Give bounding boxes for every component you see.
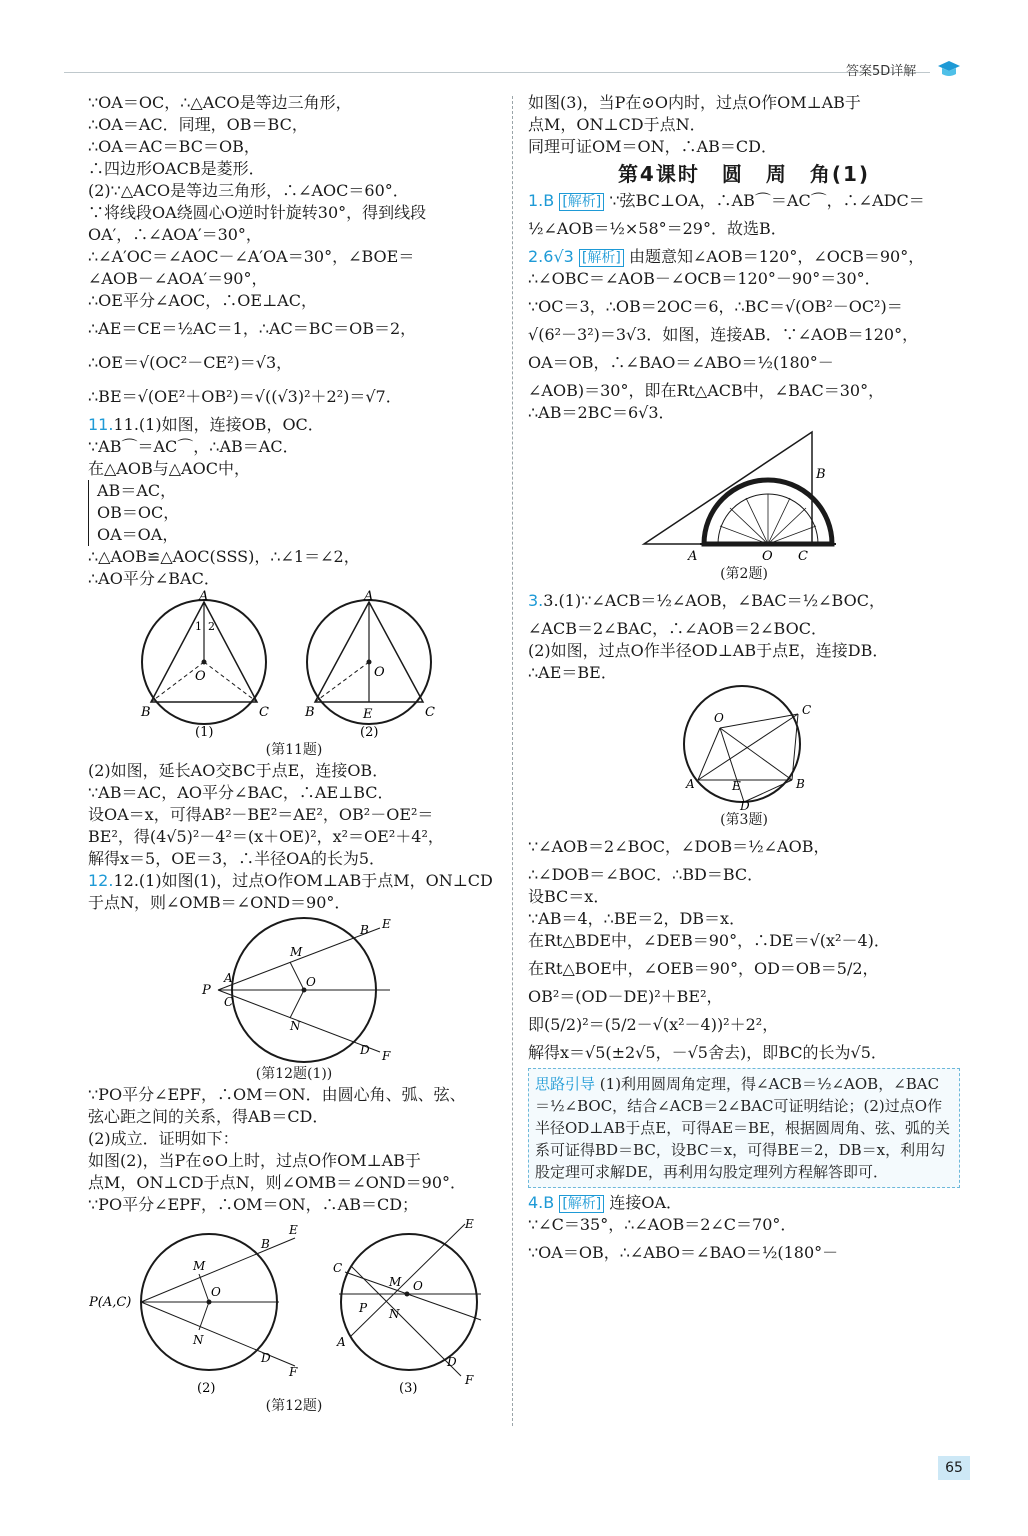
text-line: ∴BE＝√(OE²＋OB²)＝√((√3)²＋2²)＝√7． — [88, 387, 402, 406]
svg-text:P: P — [359, 1301, 368, 1315]
svg-text:D: D — [447, 1355, 457, 1369]
svg-text:O: O — [195, 669, 206, 684]
svg-text:D: D — [261, 1351, 271, 1365]
text-line: OA′，∴∠AOA′＝30°， — [88, 225, 262, 244]
text-line: OA＝OB，∴∠BAO＝∠ABO＝½(180°－ — [528, 353, 834, 372]
text-line: ∴∠A′OC＝∠AOC－∠A′OA＝30°，∠BOE＝ — [88, 247, 415, 266]
svg-text:N: N — [389, 1307, 400, 1321]
text-line: 设OA＝x，可得AB²－BE²＝AE²，OB²－OE²＝ — [88, 805, 434, 824]
text-line: ∵AB⌒＝AC⌒，∴AB＝AC． — [88, 437, 299, 456]
svg-text:O: O — [762, 549, 773, 564]
lesson-title: 第4课时 圆 周 角(1) — [617, 162, 871, 186]
figure-caption: (第11题) — [265, 742, 323, 758]
text-line: 12.(1)如图(1)，过点O作OM⊥AB于点M，ON⊥CD — [113, 871, 493, 890]
text-line: (2)如图，延长AO交BC于点E，连接OB． — [88, 761, 389, 780]
svg-text:C: C — [802, 703, 812, 717]
hint-text: (1)利用圆周角定理，得∠ACB＝½∠AOB，∠BAC＝½∠BOC，结合∠ACB＝2∠BAC可证明结论；(2)过点O作半径OD⊥AB于点E，可得AE＝BE，根据圆周角、弦、弧的关系可证得BD＝BC，设BC＝x，可得BE＝2，DB＝x，利用勾股定理可求解DE，再利用勾股定理列方程解答即可． — [535, 1075, 950, 1181]
question-number: 3. — [528, 591, 544, 610]
svg-text:P(A,C): P(A,C) — [89, 1295, 132, 1310]
svg-text:E: E — [289, 1223, 298, 1237]
question-1 — [528, 190, 960, 212]
svg-text:O: O — [714, 711, 724, 725]
svg-text:O: O — [306, 975, 316, 989]
svg-text:C: C — [425, 705, 435, 720]
text-line: 在Rt△BDE中，∠DEB＝90°，∴DE＝√(x²－4)． — [528, 931, 890, 950]
text-line: ∴∠DOB＝∠BOC．∴BD＝BC． — [528, 865, 764, 884]
svg-text:C: C — [224, 995, 234, 1009]
figure-3 — [664, 684, 824, 810]
figure-caption: (第3题) — [720, 812, 768, 828]
hint-label: 思路引导 — [535, 1075, 596, 1093]
svg-text:F: F — [465, 1373, 474, 1387]
figure-caption: (第12题) — [265, 1398, 323, 1414]
text-line: ∴OA＝AC．同理，OB＝BC， — [88, 115, 308, 134]
svg-text:B: B — [305, 705, 315, 720]
text-line: 同理可证OM＝ON，∴AB＝CD． — [528, 137, 778, 156]
text-line: ∴∠OBC＝∠AOB－∠OCB＝120°－90°＝30°． — [528, 269, 881, 288]
svg-text:2: 2 — [208, 620, 215, 633]
text-line: 如图(2)，当P在⊙O上时，过点O作OM⊥AB于 — [88, 1151, 421, 1170]
text-line: 解得x＝√5(±2√5，－√5舍去)，即BC的长为√5． — [528, 1043, 887, 1062]
text-line: (2)成立．证明如下： — [88, 1129, 239, 1148]
text-line: ∠AOB)＝30°，即在Rt△ACB中，∠BAC＝30°， — [528, 381, 885, 400]
figure-2 — [634, 424, 854, 564]
text-line: 在△AOB与△AOC中， — [88, 459, 250, 478]
figure-label: (2) — [197, 1381, 216, 1396]
text-line: 由题意知∠AOB＝120°，∠OCB＝90°， — [628, 247, 925, 266]
text-line: AB＝AC， — [88, 480, 500, 502]
text-line: 即(5/2)²＝(5/2－√(x²－4))²＋2²， — [528, 1015, 779, 1034]
svg-text:D: D — [740, 799, 750, 810]
svg-text:F: F — [382, 1049, 391, 1063]
svg-text:B: B — [816, 467, 826, 482]
analysis-tag: [解析] — [579, 249, 624, 267]
text-line: ∴AE＝CE＝½AC＝1，∴AC＝BC＝OB＝2， — [88, 319, 417, 338]
question-number: 1.B — [528, 191, 555, 210]
hint-box — [528, 1068, 960, 1188]
question-3 — [528, 584, 960, 618]
text-line: ∴OA＝AC＝BC＝OB， — [88, 137, 260, 156]
text-line: ∵∠C＝35°，∴∠AOB＝2∠C＝70°． — [528, 1215, 797, 1234]
question-number: 12. — [88, 871, 114, 890]
figure-12-1 — [194, 914, 394, 1064]
text-line: ∵OA＝OB，∴∠ABO＝∠BAO＝½(180°－ — [528, 1243, 839, 1262]
text-line: 弦心距之间的关系，得AB＝CD． — [88, 1107, 329, 1126]
text-line: 点M，ON⊥CD于点N． — [528, 115, 706, 134]
svg-text:D: D — [360, 1043, 370, 1057]
text-line: 点M，ON⊥CD于点N，则∠OMB＝∠OND＝90°． — [88, 1173, 466, 1192]
text-line: ∴四边形OACB是菱形． — [88, 159, 265, 178]
svg-text:E: E — [382, 917, 391, 931]
question-number: 4.B — [528, 1193, 555, 1212]
svg-text:E: E — [732, 779, 741, 793]
svg-text:N: N — [193, 1333, 204, 1347]
svg-text:A: A — [199, 590, 209, 604]
text-line: ∵AB＝AC，AO平分∠BAC，∴AE⊥BC． — [88, 783, 394, 802]
svg-text:C: C — [798, 549, 808, 564]
svg-text:C: C — [259, 705, 269, 720]
svg-text:B: B — [360, 923, 369, 937]
text-line: √(6²－3²)＝3√3．如图，连接AB．∵∠AOB＝120°， — [528, 325, 919, 344]
text-line: BE²，得(4√5)²－4²＝(x＋OE)²，x²＝OE²＋4²， — [88, 827, 444, 846]
text-line: ∵AB＝4，∴BE＝2，DB＝x． — [528, 909, 746, 928]
svg-text:N: N — [290, 1019, 301, 1033]
question-number: 11. — [88, 415, 114, 434]
text-line: ∴OE平分∠AOC，∴OE⊥AC， — [88, 291, 317, 310]
figure-label: (3) — [399, 1381, 418, 1396]
svg-text:B: B — [141, 705, 151, 720]
figure-caption: (第12题(1)) — [255, 1066, 333, 1082]
text-line: 如图(3)，当P在⊙O内时，过点O作OM⊥AB于 — [528, 93, 861, 112]
figure-label: (1) — [195, 725, 214, 740]
left-column — [88, 92, 500, 1416]
text-line: 连接OA． — [609, 1193, 683, 1212]
figure-label: (2) — [360, 725, 379, 740]
question-number: 2.6√3 — [528, 247, 574, 266]
text-line: 于点N，则∠OMB＝∠OND＝90°． — [88, 893, 351, 912]
text-line: ∵将线段OA绕圆心O逆时针旋转30°，得到线段 — [88, 203, 427, 222]
analysis-tag: [解析] — [559, 193, 604, 211]
svg-text:E: E — [363, 707, 373, 722]
text-line: OB＝OC， — [88, 502, 500, 524]
header-title: 答案5D详解 — [846, 64, 917, 79]
svg-text:C: C — [333, 1261, 343, 1275]
svg-text:A: A — [224, 971, 233, 985]
svg-text:A: A — [337, 1335, 346, 1349]
column-divider — [512, 96, 513, 1426]
text-line: OA＝OA， — [88, 524, 500, 546]
svg-text:A: A — [364, 590, 374, 604]
text-line: ∴△AOB≌△AOC(SSS)，∴∠1＝∠2， — [88, 547, 360, 566]
question-2 — [528, 246, 960, 268]
text-line: 解得x＝5，OE＝3，∴半径OA的长为5． — [88, 849, 386, 868]
svg-text:M: M — [193, 1259, 206, 1273]
text-line: ∵弦BC⊥OA，∴AB⌒＝AC⌒，∴∠ADC＝ — [609, 191, 925, 210]
right-column — [528, 92, 960, 1270]
svg-text:A: A — [686, 777, 695, 791]
svg-text:O: O — [211, 1285, 221, 1299]
text-line: ∴OE＝√(OC²－CE²)＝√3， — [88, 353, 293, 372]
svg-text:O: O — [374, 665, 385, 680]
question-11-start — [88, 414, 500, 436]
graduation-cap-icon — [936, 58, 962, 80]
text-line: (2)如图，过点O作半径OD⊥AB于点E，连接DB． — [528, 641, 889, 660]
figure-caption: (第2题) — [720, 566, 768, 582]
analysis-tag: [解析] — [559, 1195, 604, 1213]
text-line: (2)∵△ACO是等边三角形，∴∠AOC＝60°． — [88, 181, 409, 200]
question-12-start — [88, 870, 500, 892]
header-rule — [64, 72, 930, 73]
question-4 — [528, 1192, 960, 1214]
page-number: 65 — [938, 1456, 970, 1480]
svg-text:B: B — [261, 1237, 270, 1251]
svg-text:M: M — [290, 945, 303, 959]
text-line: ∵OA＝OC，∴△ACO是等边三角形， — [88, 93, 352, 112]
svg-text:B: B — [796, 777, 805, 791]
text-line: ∴AO平分∠BAC． — [88, 569, 220, 588]
text-line: OB²＝(OD－DE)²＋BE²， — [528, 987, 723, 1006]
svg-text:P: P — [202, 983, 211, 998]
svg-text:1: 1 — [195, 620, 202, 633]
text-line: ∠ACB＝2∠BAC，∴∠AOB＝2∠BOC． — [528, 619, 827, 638]
svg-text:M: M — [389, 1275, 402, 1289]
figure-11 — [129, 590, 459, 740]
svg-text:O: O — [413, 1279, 423, 1293]
text-line: ∵OC＝3，∴OB＝2OC＝6，∴BC＝√(OB²－OC²)＝ — [528, 297, 903, 316]
text-line: ∴AE＝BE． — [528, 663, 617, 682]
text-line: 设BC＝x． — [528, 887, 610, 906]
text-line: ∵PO平分∠EPF，∴OM＝ON．由圆心角、弧、弦、 — [88, 1085, 466, 1104]
text-line: 在Rt△BOE中，∠OEB＝90°，OD＝OB＝5/2， — [528, 959, 879, 978]
text-line: ∵∠AOB＝2∠BOC，∠DOB＝½∠AOB， — [528, 837, 830, 856]
text-line: ∵PO平分∠EPF，∴OM＝ON，∴AB＝CD； — [88, 1195, 419, 1214]
svg-text:E: E — [465, 1217, 474, 1231]
text-line: ∠AOB－∠AOA′＝90°， — [88, 269, 268, 288]
text-line: ½∠AOB＝½×58°＝29°．故选B． — [528, 219, 787, 238]
text-line: ∴AB＝2BC＝6√3． — [528, 403, 675, 422]
svg-text:F: F — [289, 1365, 298, 1379]
text-line: 3.(1)∵∠ACB＝½∠AOB，∠BAC＝½∠BOC， — [543, 591, 885, 610]
figure-12-2-3 — [89, 1216, 499, 1396]
svg-text:A: A — [688, 549, 698, 564]
text-line: 11.(1)如图，连接OB，OC． — [113, 415, 324, 434]
